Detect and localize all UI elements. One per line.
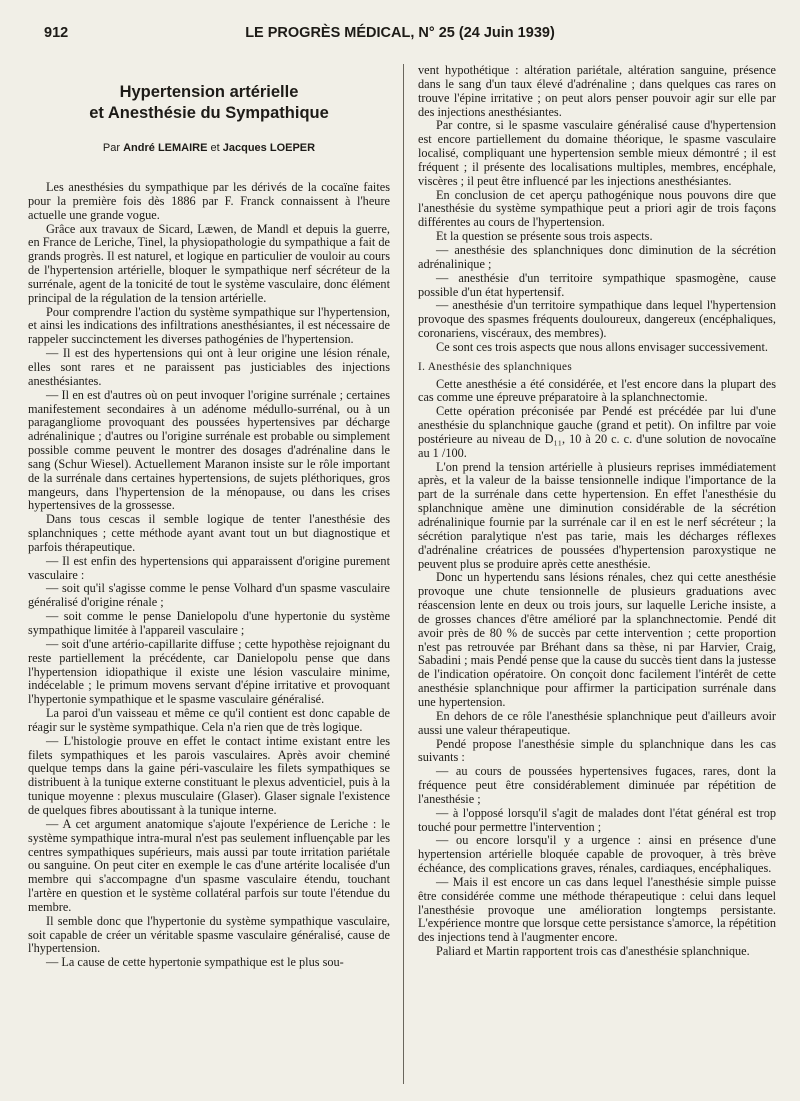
paragraph: Pour comprendre l'action du système sympathique sur l'hypertension, et ainsi les indications des infiltrations anesthésiantes, il est nécessaire de rappeler succinctement les diverses pathogénies de l'hypertension. — [28, 304, 390, 347]
paragraph: Et la question se présente sous trois aspects. — [436, 229, 653, 244]
paragraph: Par contre, si le spasme vasculaire généralisé cause d'hypertension est encore partiellement du domaine théorique, le spasme vasculaire localisé, compliquant une hypertension semble mieux démontré ; il est fréquent ; il présente des localisations multiples, membres, encéphale, viscères ; il peut être influencé par les injections anesthésiantes. — [418, 118, 776, 188]
paragraph: Grâce aux travaux de Sicard, Læwen, de Mandl et depuis la guerre, en France de Leriche, Tinel, la physiopathologie du sympathique a fait de grands progrès. Il est naturel, et logique en particulier de vouloir au cours de l'hypertension artérielle, bloquer le sympathique nerf sécréteur de la surrénale, agent de la tonicité de tout le système vasculaire, donc élément principal de la régulation de la tension artérielle. — [28, 221, 390, 305]
paragraph: — ou encore lorsqu'il y a urgence : ainsi en présence d'une hypertension artérielle bloquée capable de provoquer, à très brève échéance, des complications graves, rénales, cardiaques, encéphaliques. — [418, 833, 776, 876]
page-number: 912 — [44, 25, 69, 41]
byline — [28, 141, 390, 155]
section-heading: I. Anesthésie des splanchniques — [418, 360, 573, 373]
paragraph: — au cours de poussées hypertensives fugaces, rares, dont la fréquence peut être considérablement diminuée par répétition de l'anesthésie ; — [418, 764, 776, 806]
author-2-last-name: LOEPER — [269, 142, 316, 154]
right-column — [418, 64, 776, 959]
byline-et: et — [210, 142, 220, 154]
left-column — [28, 64, 390, 970]
paragraph: Les anesthésies du sympathique par les dérivés de la cocaïne faites pour la première fois dès 1886 par F. Franck connaissent à l'heure actuelle une grande vogue. — [28, 180, 390, 222]
paragraph: — Il en est d'autres où on peut invoquer l'origine surrénale ; certaines manifestement secondaires à un adénome médullo-surrénal, ou à un paragangliome provoquant des poussées hypertensives par décharge adrénalinique ; d'autres ou l'origine surrénale est probable ou simplement possible comme peuvent le montrer des dosages d'adrénaline dans le sang (Schur Wiesel). Actuellement Maranon insiste sur le rôle important de la surrénale dans certaines hypertensions, de sujets pléthoriques, gros mangeurs, dans l'hypertension de la ménopause, ou dans les crises hypertensives de la grossesse. — [28, 387, 390, 513]
paragraph: Il semble donc que l'hypertonie du système sympathique vasculaire, soit capable de créer un véritable spasme vasculaire généralisé, cause de l'hypertension. — [28, 913, 390, 956]
article-title-line-2: et Anesthésie du Sympathique — [89, 104, 329, 122]
paragraph: La paroi d'un vaisseau et même ce qu'il contient est donc capable de réagir sur le système sympathique. Cela n'a rien que de très logique. — [28, 706, 390, 734]
paragraph: — A cet argument anatomique s'ajoute l'expérience de Leriche : le système sympathique intra-mural n'est pas seulement influençable par les centres sympathiques supérieurs, mais aussi par toute irritation pariétale ou sanguine. On peut citer en exemple le cas d'une artérite localisée d'un membre qui s'accompagne d'un spasme vasculaire étendu, touchant l'artère en question et le système collatéral parfois sur toute l'étendue du membre. — [28, 816, 390, 914]
paragraph: L'on prend la tension artérielle à plusieurs reprises immédiatement après, et la valeur de la baisse tensionnelle indique l'importance de la part de la surrénale dans cette hypertension. En effet l'anesthésie du splanchnique amène une diminution considérable de la sécrétion adrénalinique fournie par la surrénale car il en est le nerf sécréteur ; la sécrétion paralytique n'est pas tarie, mais les décharges réflexes d'adrénaline créatrices de poussées d'hypertension paroxystique ne peuvent plus se produire après cette anesthésie. — [418, 459, 776, 571]
journal-title: LE PROGRÈS MÉDICAL, N° 25 (24 Juin 1939) — [245, 25, 555, 41]
paragraph: — anesthésie d'un territoire sympathique spasmogène, cause possible d'un état hypertensif. — [418, 270, 776, 299]
column-divider — [403, 64, 404, 1084]
paragraph: — soit comme le pense Danielopolu d'une hypertonie du système sympathique limitée à l'appareil vasculaire ; — [28, 609, 390, 637]
paragraph: En conclusion de cet aperçu pathogénique nous pouvons dire que l'anesthésie du système sympathique peut a priori agir de trois façons différentes au cours de l'hypertension. — [418, 187, 776, 230]
paragraph: Donc un hypertendu sans lésions rénales, chez qui cette anesthésie provoque une chute tensionnelle de plusieurs graduations avec réascension lente en deux ou trois jours, sur laquelle Leriche insiste, a de grosses chances d'être amélioré par la splanchnectomie. Pendé dit avoir près de 80 % de succès par cette intervention ; cette proportion n'est pas retrouvée par Bréhant dans sa thèse, ni par Harvier, Craig, Sabadini ; mais Pendé pense que la cause du succès tient dans la justesse de l'indication opératoire. On conçoit donc facilement l'intérêt de cette anesthésie splanchnique pour affirmer la participation surrénale dans une hypertension. — [418, 570, 776, 709]
paragraph: — anesthésie des splanchniques donc diminution de la sécrétion adrénalinique ; — [418, 242, 776, 271]
paragraph: — Mais il est encore un cas dans lequel l'anesthésie simple puisse être considérée comme une méthode thérapeutique : celui dans lequel l'anesthésie provoque une amélioration longtemps persistante. L'expérience montre que lorsque cette persistance s'amorce, la répétition des injections tend à l'augmenter encore. — [418, 874, 776, 945]
author-2-first-name: Jacques — [222, 142, 267, 154]
article-title — [28, 82, 390, 124]
paragraph: — Il est des hypertensions qui ont à leur origine une lésion rénale, elles sont rares et ne paraissent pas justiciables des injections anesthésiantes. — [28, 346, 390, 388]
paragraph: Dans tous cescas il semble logique de tenter l'anesthésie des splanchniques ; cette méthode ayant avant tout un but diagnostique et parfois thérapeutique. — [28, 512, 390, 554]
author-1-first-name: André — [123, 142, 155, 154]
paragraph: — soit d'une artério-capillarite diffuse ; cette hypothèse rejoignant du reste partiellement la précédente, car Danielopolu pense que dans l'hypertension idiopathique il existe une lésion vasculaire minime, indécelable ; le primum movens servant d'épine irritative et provoquant l'hypertonie sympathique et le spasme vasculaire généralisé. — [28, 636, 390, 707]
paragraph: Pendé propose l'anesthésie simple du splanchnique dans les cas suivants : — [418, 736, 776, 765]
author-1-last-name: LEMAIRE — [157, 142, 208, 154]
paragraph: — soit qu'il s'agisse comme le pense Volhard d'un spasme vasculaire généralisé d'origine rénale ; — [28, 581, 390, 610]
article-title-line-1: Hypertension artérielle — [119, 83, 299, 101]
paragraph: Cette opération préconisée par Pendé est précédée par lui d'une anesthésie du splanchnique gauche (grand et petit). On infiltre par voie postérieure au niveau de D₁₁, 10 à 20 c. c. d'une solution de novocaïne au 1 /100. — [418, 404, 776, 460]
paragraph: En dehors de ce rôle l'anesthésie splanchnique peut d'ailleurs avoir aussi une valeur thérapeutique. — [418, 708, 776, 737]
running-header — [44, 25, 756, 45]
paragraph: — L'histologie prouve en effet le contact intime existant entre les filets sympathiques et les parois vasculaires. Après avoir cheminé quelque temps dans la gaine péri-vasculaire les filets sympathiques se distribuent à la tunique externe constituant le plexus adventiciel, puis à la tunique moyenne : plexus musculaire (Glaser). Glaser signale l'existence de quelques fibres aboutissant à la tunique interne. — [28, 733, 390, 817]
paragraph: — à l'opposé lorsqu'il s'agit de malades dont l'état général est trop touché pour permettre l'intervention ; — [418, 805, 776, 834]
paragraph: vent hypothétique : altération pariétale, altération sanguine, présence dans le sang d'un taux élevé d'adrénaline ; dans quelques cas rares on trouve l'épine irritative ; on peut alors penser pouvoir agir sur elle par des injections anesthésiantes. — [418, 63, 776, 119]
paragraph: — La cause de cette hypertonie sympathique est le plus sou- — [46, 955, 344, 970]
paragraph: — anesthésie d'un territoire sympathique dans lequel l'hypertension provoque des spasmes fréquents douloureux, dangereux (encéphaliques, coronariens, viscéraux, des membres). — [418, 298, 776, 341]
paragraph: Cette anesthésie a été considérée, et l'est encore dans la plupart des cas comme une épreuve préparatoire à la splanchnectomie. — [418, 376, 776, 405]
paragraph: Ce sont ces trois aspects que nous allons envisager successivement. — [436, 339, 768, 354]
paragraph: — Il est enfin des hypertensions qui apparaissent d'origine purement vasculaire : — [28, 553, 390, 582]
byline-par: Par — [102, 142, 121, 154]
paragraph: Paliard et Martin rapportent trois cas d'anesthésie splanchnique. — [436, 944, 750, 959]
